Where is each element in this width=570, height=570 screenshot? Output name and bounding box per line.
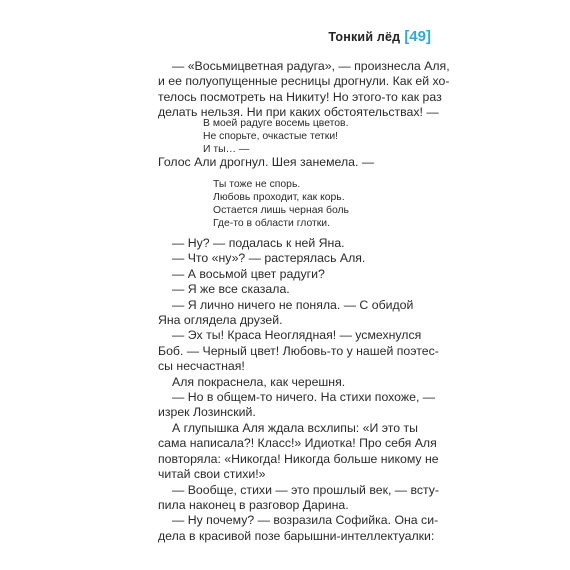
text-line: Яна оглядела друзей. — [158, 313, 283, 328]
text-line: Голос Али дрогнул. Шея занемела. — — [158, 155, 375, 169]
text-line: изрек Лозинский. — [158, 405, 256, 420]
text-line: Боб. — Черный цвет! Любовь-то у нашей поэтес- — [158, 343, 439, 358]
poem-line: Остается лишь черная боль — [213, 205, 349, 216]
text-line: Аля покраснела, как черешня. — [172, 374, 346, 389]
text-line: пила наконец в разговор Дарина. — [158, 497, 349, 512]
poem-line: Не спорьте, очкастые тетки! — [203, 131, 339, 142]
text-line: и ее полуопущенные ресницы дрогнули. Как ей хо- — [158, 74, 450, 89]
text-line: дела в красивой позе барышни-интеллектуалки: — [158, 528, 435, 543]
running-header — [328, 28, 431, 45]
paragraph-block-3 — [158, 236, 440, 544]
text-line: — Эх ты! Краса Неоглядная! — усмехнулся — [172, 328, 422, 343]
text-line: сы несчастная! — [158, 359, 245, 374]
poem-line: И ты… — — [203, 144, 250, 155]
paragraph-block-1 — [158, 59, 450, 121]
poem-line: В моей радуге восемь цветов. — [203, 118, 349, 129]
poem-line: Где-то в области глотки. — [213, 218, 330, 229]
text-line: — Я же все сказала. — [172, 282, 290, 297]
text-line: — Что «ну»? — растерялась Аля. — [172, 251, 366, 266]
text-line: сама написала?! Класс!» Идиотка! Про себя Аля — [158, 436, 437, 451]
text-line: А глупышка Аля ждала всхлипы: «И это ты — [172, 420, 418, 435]
text-line: — Ну почему? — возразила Софийка. Она си- — [172, 513, 439, 528]
poem-stanza-2 — [213, 178, 349, 230]
poem-line: Любовь проходит, как корь. — [213, 192, 345, 203]
text-line: читай свои стихи!» — [158, 467, 266, 482]
text-line: телось посмотреть на Никиту! Но этого-то как раз — [158, 89, 442, 104]
text-line: — Ну? — подалась к ней Яна. — [172, 236, 345, 250]
page-number: [49] — [404, 28, 431, 45]
text-line: — А восьмой цвет радуги? — [172, 266, 325, 281]
text-line: делать нельзя. Ни при каких обстоятельствах! — — [158, 105, 439, 120]
poem-line: Ты тоже не спорь. — [213, 179, 301, 190]
text-line: — Но в общем-то ничего. На стихи похоже, — — [172, 390, 436, 405]
text-line: — Вообще, стихи — это прошлый век, — всту- — [172, 482, 440, 497]
running-title: Тонкий лёд — [328, 29, 401, 44]
text-line: повторяла: «Никогда! Никогда больше никому не — [158, 451, 439, 466]
paragraph-block-2 — [158, 155, 430, 170]
poem-stanza-1 — [203, 117, 348, 156]
text-line: — «Восьмицветная радуга», — произнесла Аля, — [172, 59, 450, 73]
text-line: — Я лично ничего не поняла. — С обидой — [172, 297, 414, 312]
